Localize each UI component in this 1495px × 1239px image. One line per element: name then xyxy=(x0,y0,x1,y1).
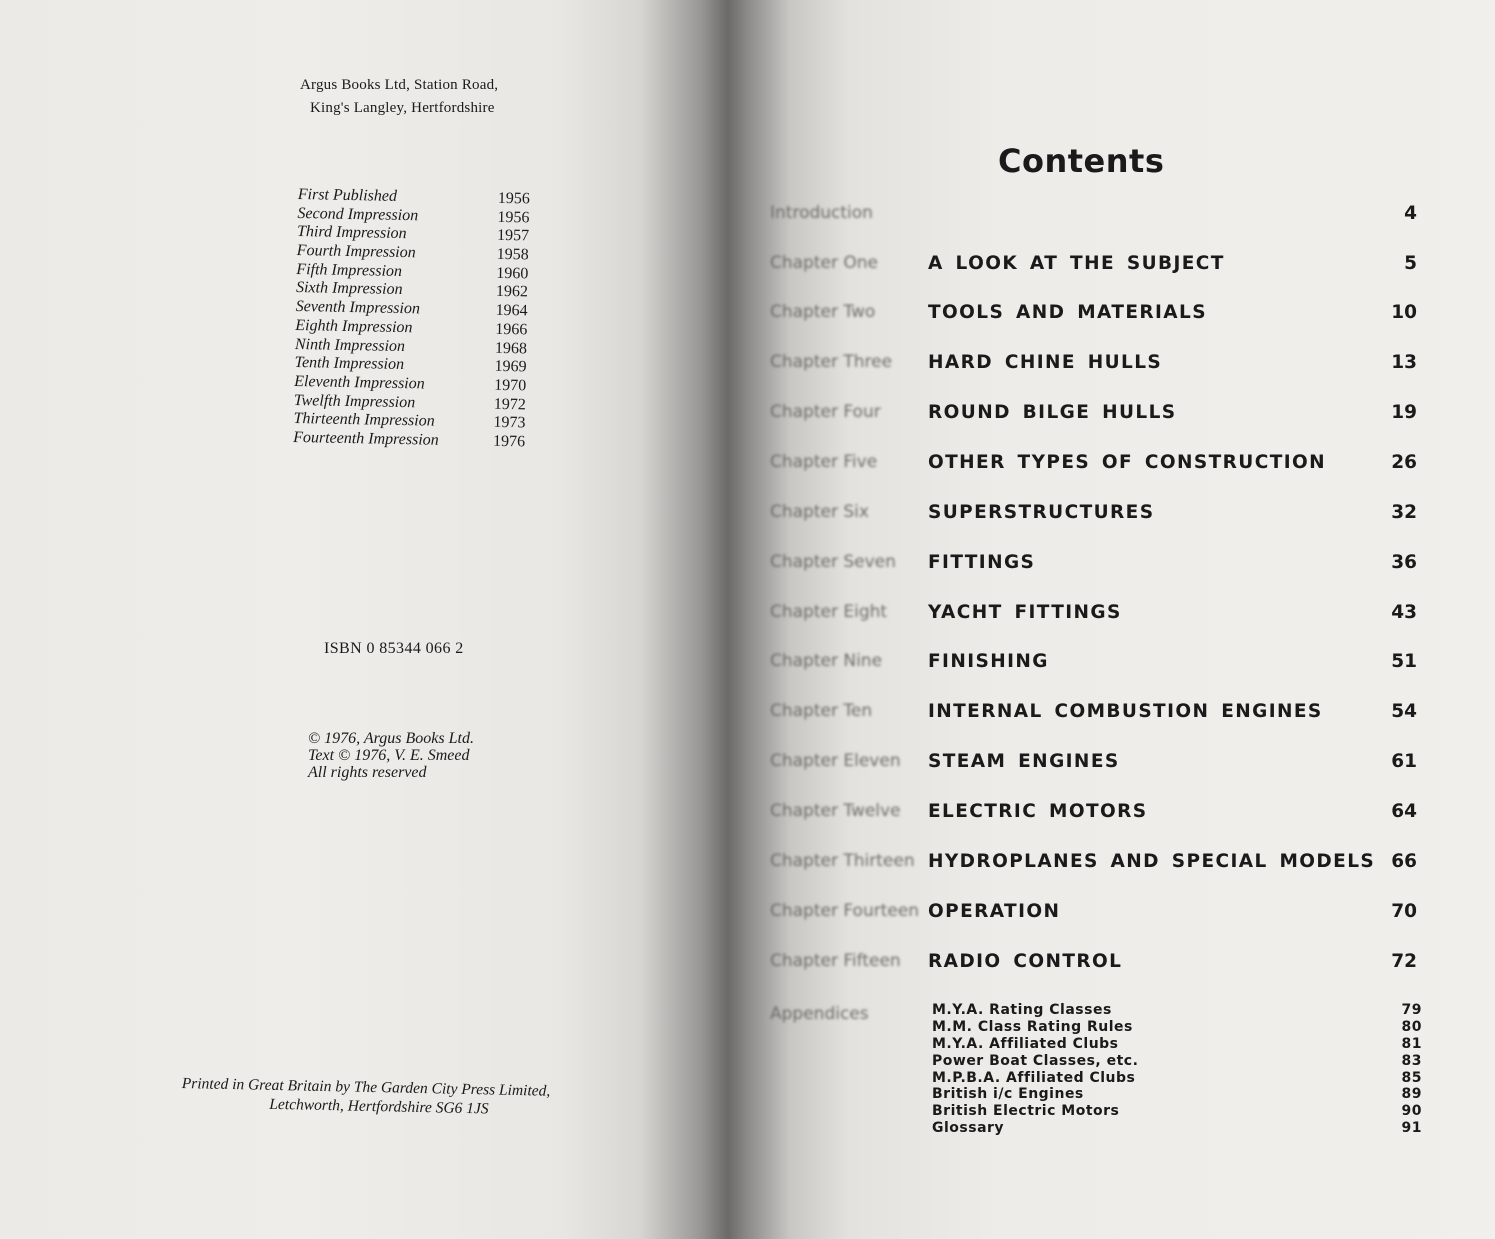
toc-page: 51 xyxy=(1391,651,1417,672)
toc-entry xyxy=(740,502,1495,532)
appendix-row xyxy=(932,1120,1422,1137)
appendix-page: 91 xyxy=(1401,1120,1422,1137)
toc-page: 32 xyxy=(1391,502,1417,523)
toc-title: HARD CHINE HULLS xyxy=(928,352,1163,373)
isbn: ISBN 0 85344 066 2 xyxy=(324,640,464,657)
toc-chapter: Chapter Eight xyxy=(770,602,888,622)
toc-page: 10 xyxy=(1391,302,1417,323)
appendix-row xyxy=(932,1002,1422,1019)
toc-title: HYDROPLANES AND SPECIAL MODELS xyxy=(928,851,1376,872)
toc-chapter: Chapter Nine xyxy=(770,651,883,671)
appendices-list xyxy=(932,1002,1422,1137)
copyright-notice xyxy=(308,730,474,781)
toc-chapter: Chapter One xyxy=(770,253,878,273)
toc-chapter: Chapter Seven xyxy=(770,552,896,572)
toc-title: FINISHING xyxy=(928,651,1049,672)
appendix-page: 81 xyxy=(1401,1035,1422,1052)
impression-year: 1956 xyxy=(497,189,530,208)
copyright-line: © 1976, Argus Books Ltd. xyxy=(308,730,474,747)
toc-chapter: Chapter Four xyxy=(770,402,881,422)
appendix-row xyxy=(932,1070,1422,1087)
appendix-title: British i/c Engines xyxy=(932,1086,1084,1103)
impression-year: 1956 xyxy=(497,208,530,227)
impression-label: Seventh Impression xyxy=(295,298,421,318)
toc-entry xyxy=(740,452,1495,482)
toc-page: 36 xyxy=(1391,552,1417,573)
appendix-row xyxy=(932,1036,1422,1053)
toc-entry xyxy=(740,851,1495,881)
toc-entry xyxy=(740,801,1495,831)
printer-credit xyxy=(181,1074,550,1120)
impression-year: 1973 xyxy=(493,414,526,432)
impressions-list xyxy=(293,186,538,452)
impression-label: Second Impression xyxy=(297,204,419,224)
toc-chapter: Introduction xyxy=(770,203,873,223)
impression-year: 1972 xyxy=(493,395,527,413)
toc-chapter: Chapter Two xyxy=(770,302,876,322)
toc-title: RADIO CONTROL xyxy=(928,951,1123,972)
toc-entry xyxy=(740,751,1495,781)
appendix-page: 89 xyxy=(1401,1086,1422,1103)
toc-page: 26 xyxy=(1391,452,1417,473)
impression-row xyxy=(293,429,533,452)
appendix-title: Power Boat Classes, etc. xyxy=(932,1052,1139,1069)
toc-chapter: Chapter Six xyxy=(770,502,869,522)
toc-chapter: Chapter Fifteen xyxy=(770,951,901,971)
impression-label: Fourteenth Impression xyxy=(293,428,439,449)
toc-title: INTERNAL COMBUSTION ENGINES xyxy=(928,701,1323,722)
impression-label: Fourth Impression xyxy=(296,242,416,262)
toc-title: ROUND BILGE HULLS xyxy=(928,402,1177,423)
toc-title: YACHT FITTINGS xyxy=(928,602,1122,623)
appendix-page: 79 xyxy=(1401,1002,1422,1018)
copyright-line: All rights reserved xyxy=(308,764,427,781)
toc-page: 72 xyxy=(1391,951,1417,972)
appendix-row xyxy=(932,1019,1422,1036)
toc-page: 54 xyxy=(1391,701,1417,722)
toc-entry xyxy=(740,352,1495,382)
impression-label: Thirteenth Impression xyxy=(293,410,435,430)
impression-year: 1957 xyxy=(496,227,530,245)
toc-title: ELECTRIC MOTORS xyxy=(928,801,1148,822)
toc-entry xyxy=(740,901,1495,931)
appendix-title: M.P.B.A. Affiliated Clubs xyxy=(932,1069,1136,1086)
impression-year: 1966 xyxy=(495,320,528,339)
toc-entry xyxy=(740,602,1495,632)
publisher-line: King's Langley, Hertfordshire xyxy=(310,100,495,116)
appendix-title: M.Y.A. Rating Classes xyxy=(932,1002,1112,1018)
toc-title: STEAM ENGINES xyxy=(928,751,1120,772)
right-page xyxy=(740,0,1495,1239)
appendix-row xyxy=(932,1086,1422,1103)
publisher-line: Argus Books Ltd, Station Road, xyxy=(300,77,499,93)
impression-label: Twelfth Impression xyxy=(293,391,416,411)
impression-label: Tenth Impression xyxy=(294,354,405,374)
toc-chapter: Chapter Eleven xyxy=(770,751,901,771)
appendix-row xyxy=(932,1103,1422,1120)
impression-year: 1964 xyxy=(495,301,528,320)
toc-chapter: Chapter Fourteen xyxy=(770,901,920,921)
appendix-title: M.Y.A. Affiliated Clubs xyxy=(932,1035,1119,1052)
toc-chapter: Chapter Ten xyxy=(770,701,873,721)
toc-page: 64 xyxy=(1391,801,1417,822)
toc-title: TOOLS AND MATERIALS xyxy=(928,302,1207,323)
toc-entry xyxy=(740,253,1495,283)
toc-title: OPERATION xyxy=(928,901,1061,922)
impression-label: Third Impression xyxy=(296,223,407,243)
toc-page: 61 xyxy=(1391,751,1417,772)
toc-entry xyxy=(740,701,1495,731)
toc-page: 4 xyxy=(1404,203,1417,224)
toc-entry xyxy=(740,651,1495,681)
impression-label: Eighth Impression xyxy=(295,316,413,337)
impression-label: Sixth Impression xyxy=(295,279,403,299)
toc-page: 19 xyxy=(1391,402,1417,423)
appendix-page: 83 xyxy=(1401,1052,1422,1069)
toc-entry xyxy=(740,552,1495,582)
toc-title: OTHER TYPES OF CONSTRUCTION xyxy=(928,452,1327,473)
printer-line: Letchworth, Hertfordshire SG6 1JS xyxy=(269,1095,489,1118)
copyright-line: Text © 1976, V. E. Smeed xyxy=(308,747,470,764)
appendices-label: Appendices xyxy=(770,1004,869,1024)
toc-page: 43 xyxy=(1391,602,1417,623)
impression-label: Eleventh Impression xyxy=(294,372,425,393)
appendix-row xyxy=(932,1053,1422,1070)
impression-label: Fifth Impression xyxy=(296,260,403,280)
toc-page: 5 xyxy=(1404,253,1417,274)
toc-entry xyxy=(740,402,1495,432)
impression-label: Ninth Impression xyxy=(294,335,406,355)
toc-chapter: Chapter Three xyxy=(770,352,893,372)
toc-page: 13 xyxy=(1391,352,1417,373)
toc-entry xyxy=(740,203,1495,233)
printer-line: Printed in Great Britain by The Garden City Press Limited, xyxy=(181,1074,551,1100)
toc-page: 70 xyxy=(1391,901,1417,922)
publisher-address xyxy=(300,74,498,120)
appendix-page: 80 xyxy=(1401,1018,1422,1035)
appendix-title: Glossary xyxy=(932,1120,1005,1137)
toc-chapter: Chapter Five xyxy=(770,452,878,472)
impression-year: 1958 xyxy=(496,245,529,264)
appendix-title: M.M. Class Rating Rules xyxy=(932,1018,1133,1035)
appendix-title: British Electric Motors xyxy=(932,1103,1120,1120)
left-page xyxy=(0,0,700,1239)
toc-page: 66 xyxy=(1391,851,1417,872)
toc-chapter: Chapter Thirteen xyxy=(770,851,915,871)
impression-year: 1960 xyxy=(496,264,529,283)
toc-title: FITTINGS xyxy=(928,552,1036,573)
impression-label: First Published xyxy=(297,186,398,205)
appendix-page: 90 xyxy=(1401,1103,1422,1120)
impression-year: 1970 xyxy=(494,376,527,395)
impression-year: 1962 xyxy=(495,283,529,301)
toc-chapter: Chapter Twelve xyxy=(770,801,901,821)
toc-title: A LOOK AT THE SUBJECT xyxy=(928,253,1225,274)
toc-title: SUPERSTRUCTURES xyxy=(928,502,1155,523)
page-title: Contents xyxy=(998,142,1165,180)
appendix-page: 85 xyxy=(1401,1069,1422,1086)
impression-year: 1969 xyxy=(494,357,527,376)
impression-year: 1976 xyxy=(492,432,526,451)
toc-entry xyxy=(740,951,1495,981)
impression-year: 1968 xyxy=(494,339,528,357)
toc-entry xyxy=(740,302,1495,332)
